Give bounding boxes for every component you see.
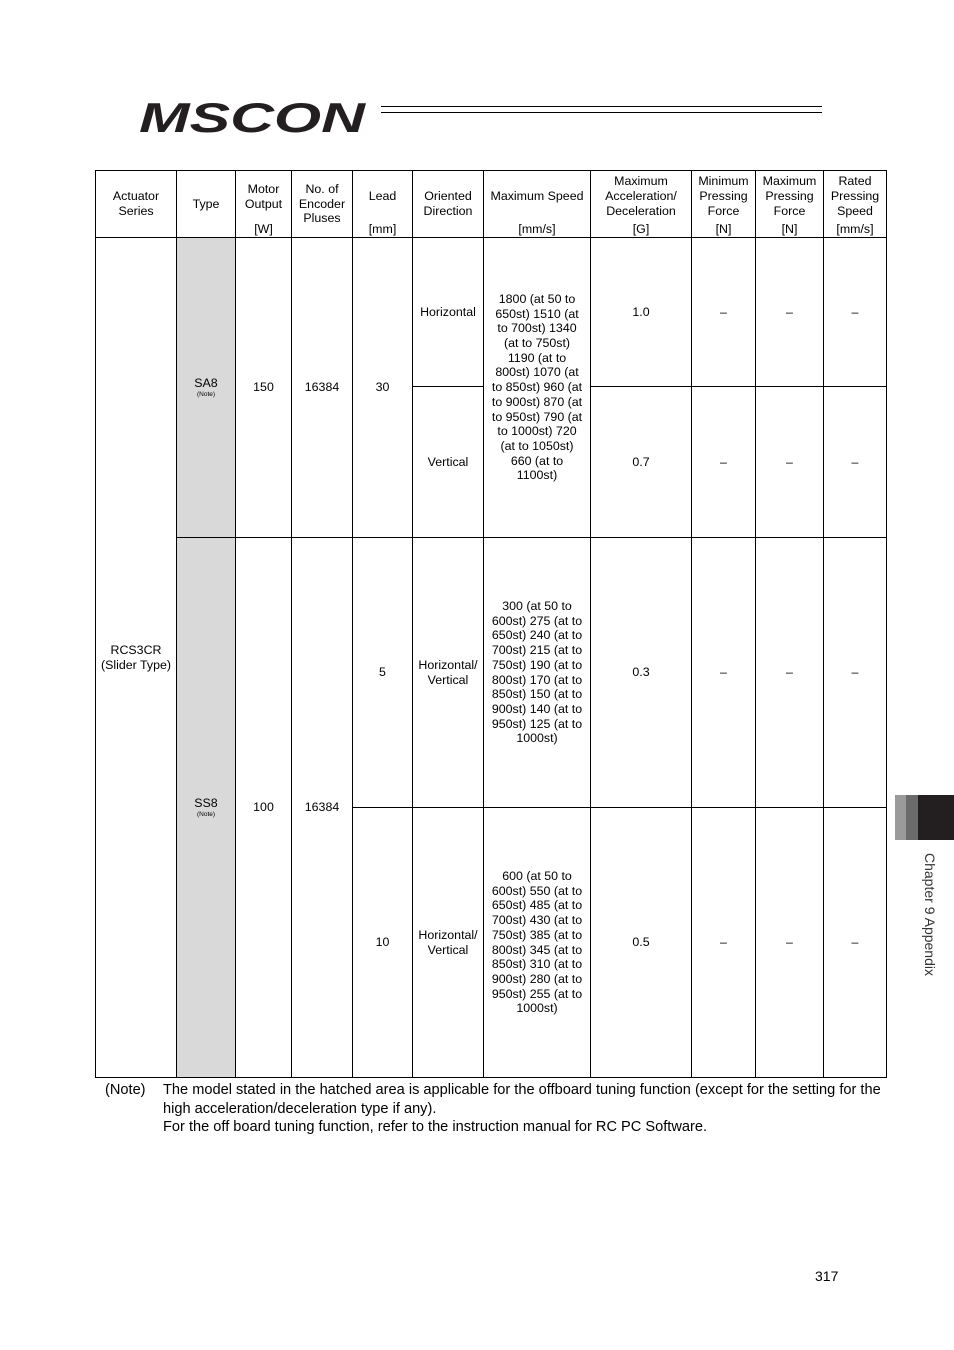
min-force-cell: –: [692, 808, 756, 1078]
motor-output-cell: 100: [236, 538, 292, 1078]
type-cell-sa8: [177, 238, 236, 538]
logo-text: MSCON: [139, 96, 368, 136]
note-line-2: For the off board tuning function, refer to the instruction manual for RC PC Software.: [163, 1119, 708, 1136]
type-name: SA8: [194, 376, 218, 391]
lead-cell: 30: [353, 238, 413, 538]
type-note: (Note): [196, 810, 216, 818]
max-speed-text: 300 (at 50 to 600st) 275 (at to 650st) 240 (at to 700st) 215 (at to 750st) 190 (at to 800st) 170 (at to 850st) 150 (at to 900st) 140 (at to 950st) 125 (at to 1000st): [491, 598, 583, 746]
accel-cell: 0.7: [591, 387, 692, 538]
col-header-max-pressing-force: Maximum Pressing Force: [756, 171, 824, 223]
mscon-logo: [137, 96, 369, 136]
lead-cell: 5: [353, 538, 413, 808]
unit-min-pressing-force: [N]: [692, 222, 756, 238]
spec-table: [95, 170, 887, 1078]
col-header-actuator-series: Actuator Series: [96, 171, 177, 238]
chapter-tab-marker: [895, 795, 906, 840]
chapter-tab-marker: [906, 795, 918, 840]
min-force-cell: –: [692, 387, 756, 538]
chapter-text: Chapter 9 Appendix: [922, 853, 938, 976]
unit-lead: [mm]: [353, 222, 413, 238]
encoder-cell: 16384: [292, 538, 353, 1078]
min-force-cell: –: [692, 238, 756, 387]
unit-max-pressing-force: [N]: [756, 222, 824, 238]
motor-output-cell: 150: [236, 238, 292, 538]
rated-speed-cell: –: [824, 808, 887, 1078]
direction-cell: Horizontal: [413, 238, 484, 387]
encoder-cell: 16384: [292, 238, 353, 538]
min-force-cell: –: [692, 538, 756, 808]
page-number: 317: [815, 1268, 839, 1284]
max-speed-cell: [484, 538, 591, 808]
note-label: (Note): [105, 1082, 146, 1098]
unit-maximum-speed: [mm/s]: [484, 222, 591, 238]
unit-max-acceleration: [G]: [591, 222, 692, 238]
accel-cell: 1.0: [591, 238, 692, 387]
col-header-type: Type: [177, 171, 236, 238]
type-name: SS8: [194, 796, 218, 811]
max-speed-text: 600 (at 50 to 600st) 550 (at to 650st) 485 (at to 700st) 430 (at to 750st) 385 (at to 800st) 345 (at to 850st) 310 (at to 900st) 280 (at to 950st) 255 (at to 1000st): [491, 868, 583, 1016]
max-force-cell: –: [756, 538, 824, 808]
actuator-series-cell: RCS3CR (Slider Type): [96, 238, 177, 1078]
col-header-motor-output: Motor Output: [236, 171, 292, 223]
rated-speed-cell: –: [824, 538, 887, 808]
col-header-encoder: No. of Encoder Pluses: [292, 171, 353, 238]
note-line-1: The model stated in the hatched area is applicable for the offboard tuning function (except for the setting for the high acceleration/deceleration type if any).: [163, 1082, 881, 1117]
direction-cell: Horizontal/ Vertical: [413, 808, 484, 1078]
direction-cell: Horizontal/ Vertical: [413, 538, 484, 808]
footnote: [105, 1081, 885, 1137]
direction-cell: Vertical: [413, 387, 484, 538]
max-speed-cell: [484, 808, 591, 1078]
type-note: (Note): [196, 390, 216, 398]
col-header-max-acceleration: Maximum Acceleration/ Deceleration: [591, 171, 692, 223]
table-row: [96, 538, 887, 808]
col-header-oriented-direction: Oriented Direction: [413, 171, 484, 238]
col-header-rated-pressing-speed: Rated Pressing Speed: [824, 171, 887, 223]
header-rule: [381, 112, 822, 113]
rated-speed-cell: –: [824, 387, 887, 538]
col-header-min-pressing-force: Minimum Pressing Force: [692, 171, 756, 223]
col-header-lead: Lead: [353, 171, 413, 223]
header-rule: [381, 106, 822, 107]
header-row: [96, 171, 887, 223]
type-cell-ss8: [177, 538, 236, 1078]
max-force-cell: –: [756, 238, 824, 387]
chapter-tab-marker: [918, 795, 954, 840]
max-speed-text: 1800 (at 50 to 650st) 1510 (at to 700st) 1340 (at to 750st) 1190 (at to 800st) 1070 (at to 850st) 960 (at to 900st) 870 (at to 950st) 790 (at to 1000st) 720 (at to 1050st) 660 (at to 1100st): [491, 291, 583, 483]
lead-cell: 10: [353, 808, 413, 1078]
max-force-cell: –: [756, 808, 824, 1078]
table-row: [96, 238, 887, 387]
accel-cell: 0.3: [591, 538, 692, 808]
rated-speed-cell: –: [824, 238, 887, 387]
unit-motor-output: [W]: [236, 222, 292, 238]
col-header-maximum-speed: Maximum Speed: [484, 171, 591, 223]
max-speed-cell: [484, 238, 591, 538]
unit-rated-pressing-speed: [mm/s]: [824, 222, 887, 238]
accel-cell: 0.5: [591, 808, 692, 1078]
max-force-cell: –: [756, 387, 824, 538]
